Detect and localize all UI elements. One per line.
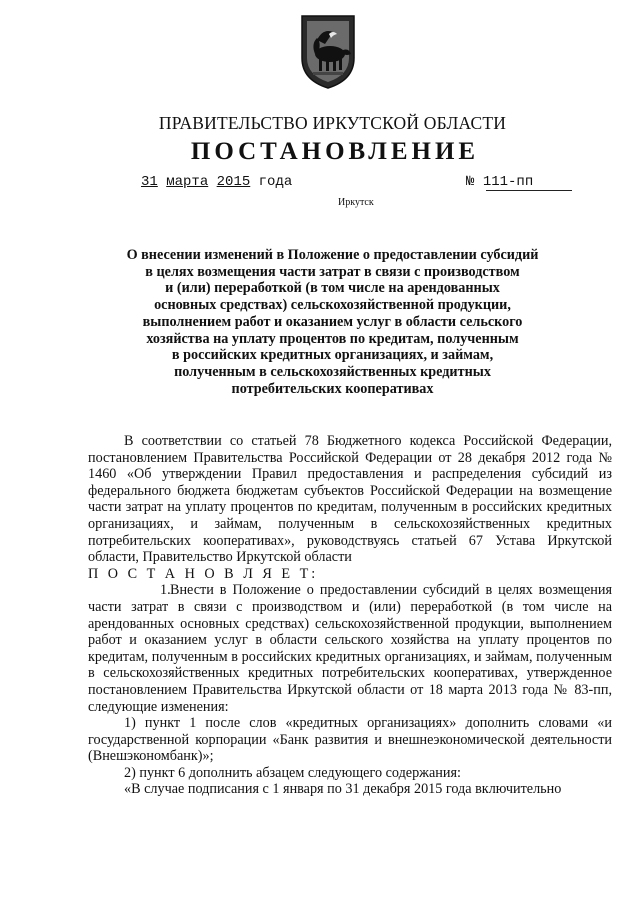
sub-item-2: 2) пункт 6 дополнить абзацем следующего содержания:: [124, 764, 461, 781]
number-prefix: №: [466, 174, 475, 190]
sub-item-1: 1) пункт 1 после слов «кредитных организациях» дополнить словами «и государственной корпорации «Банк развития и внешнеэкономической деятельности (Внешэкономбанк)»;: [88, 715, 612, 765]
title-line: выполнением работ и оказанием услуг в области сельского: [142, 313, 523, 330]
sub-item-2-quote: «В случае подписания с 1 января по 31 декабря 2015 года включительно: [124, 781, 562, 798]
preamble-paragraph: В соответствии со статьей 78 Бюджетного кодекса Российской Федерации, постановлением Правительства Российской Федерации от 28 декабря 2012 года № 1460 «Об утверждении Правил предоставления и распределения субсидий из федерального бюджета бюджетам субъектов Российской Федерации на возмещение части затрат на уплату процентов по кредитам, полученным в российских кредитных организациях, и займам, полученным в сельскохозяйственных кредитных потребительских кооперативах», руководствуясь статьей 67 Устава Иркутской области, Правительство Иркутской области: [88, 433, 612, 566]
number-underline: [486, 190, 572, 191]
document-body: [88, 433, 612, 798]
title-line: основных средствах) сельскохозяйственной продукции,: [154, 297, 511, 314]
item-1-text: Внести в Положение о предоставлении субсидий в целях возмещения части затрат в связи с производством и (или) переработкой (в том числе на арендованных основных средствах) сельскохозяйственной продукции, выполнением работ и оказанием услуг в области сельского хозяйства на уплату процентов по кредитам, полученным в российских кредитных организациях, и займам, полученным в сельскохозяйственных кредитных потребительских кооперативах, утвержденное постановлением Правительства Иркутской области от 18 марта 2013 года № 83-пп, следующие изменения:: [88, 582, 612, 715]
document-type: ПОСТАНОВЛЕНИЕ: [190, 138, 480, 165]
date-suffix: года: [258, 174, 293, 190]
item-1-paragraph: [88, 582, 612, 715]
title-line: в целях возмещения части затрат в связи с производством: [145, 263, 520, 280]
date-month: марта: [166, 174, 209, 190]
document-title: [110, 247, 555, 397]
resolves-heading: П О С Т А Н О В Л Я Е Т:: [88, 565, 319, 582]
date-day: 31: [141, 174, 158, 190]
title-line: хозяйства на уплату процентов по кредитам, полученным: [146, 330, 519, 347]
title-line: в российских кредитных организациях, и займам,: [171, 347, 494, 364]
coat-of-arms-icon: [299, 14, 357, 90]
title-line: полученным в сельскохозяйственных кредитных: [174, 363, 491, 380]
government-name: ПРАВИТЕЛЬСТВО ИРКУТСКОЙ ОБЛАСТИ: [158, 113, 507, 133]
city-name: Иркутск: [338, 197, 374, 208]
item-1-number: 1.: [160, 582, 171, 599]
document-date: [141, 174, 292, 190]
title-line: О внесении изменений в Положение о предоставлении субсидий: [126, 247, 539, 263]
date-year: 2015: [216, 174, 251, 190]
document-number: [466, 174, 533, 190]
number-value: 111-пп: [482, 174, 534, 190]
title-line: и (или) переработкой (в том числе на арендованных: [165, 280, 500, 297]
title-line: потребительских кооперативах: [231, 380, 434, 397]
